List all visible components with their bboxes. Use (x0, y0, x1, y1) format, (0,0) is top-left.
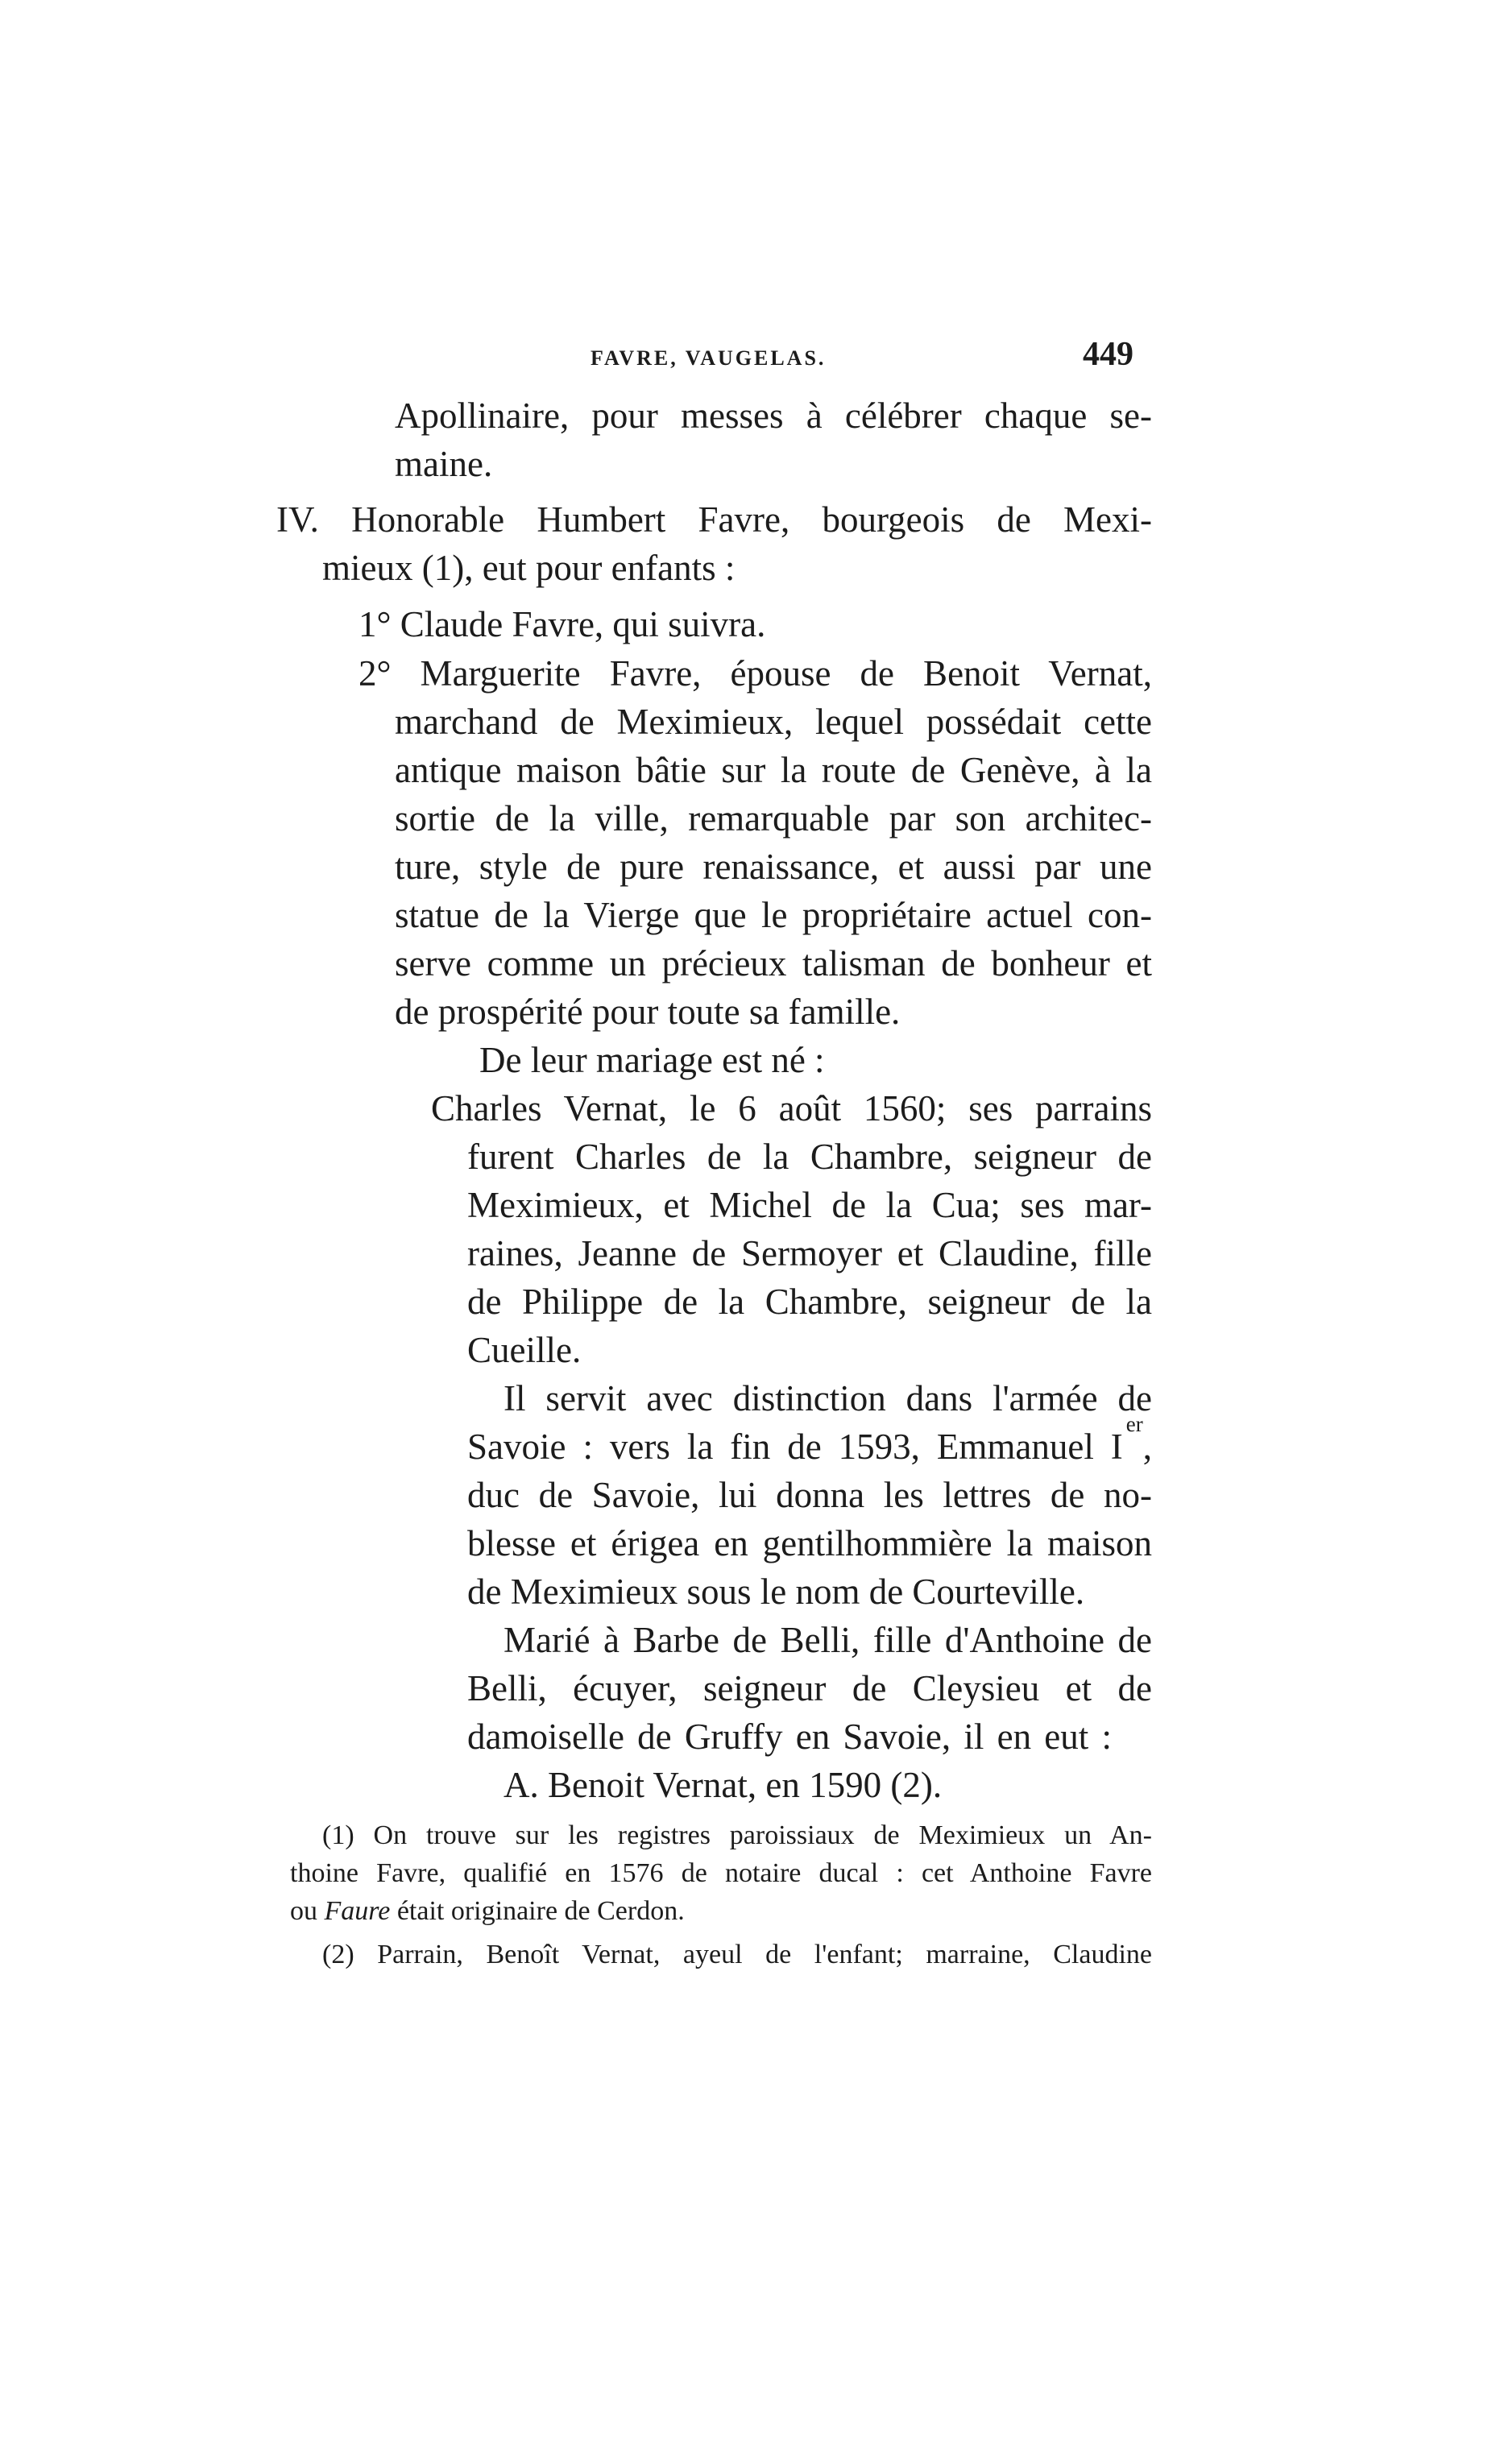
body-line: de Philippe de la Chambre, seigneur de la (467, 1282, 1152, 1322)
footnote-italic: Faure (324, 1896, 391, 1926)
body-line: raines, Jeanne de Sermoyer et Claudine, fille (467, 1233, 1152, 1273)
superscript: er (1125, 1412, 1143, 1436)
running-title: FAVRE, VAUGELAS. (591, 346, 827, 370)
footnote-line: thoine Favre, qualifié en 1576 de notaire ducal : cet Anthoine Favre (290, 1858, 1152, 1888)
body-line: 1° Claude Favre, qui suivra. (358, 604, 766, 644)
body-line: antique maison bâtie sur la route de Genève, à la (395, 750, 1152, 790)
footnote-text: ou (290, 1896, 317, 1926)
body-line: Il servit avec distinction dans l'armée de (504, 1378, 1152, 1418)
body-line: 2° Marguerite Favre, épouse de Benoit Vernat, (358, 653, 1152, 694)
body-line-text: Savoie : vers la fin de 1593, Emmanuel I (467, 1427, 1123, 1467)
body-line: serve comme un précieux talisman de bonheur et (395, 943, 1152, 984)
body-line: statue de la Vierge que le propriétaire actuel con- (395, 895, 1152, 935)
body-line-with-superscript (467, 1412, 1152, 1469)
body-line: de Meximieux sous le nom de Courteville. (467, 1572, 1085, 1612)
list-marker: A. (504, 1765, 539, 1805)
footnote-line: (1) On trouve sur les registres paroissiaux de Meximieux un An- (322, 1820, 1152, 1850)
body-line: duc de Savoie, lui donna les lettres de no- (467, 1475, 1152, 1515)
body-line-text: Benoit Vernat, en 1590 (2). (548, 1765, 943, 1805)
footnote-text: était originaire de Cerdon. (396, 1896, 685, 1926)
body-line: mieux (1), eut pour enfants : (322, 548, 736, 588)
body-line: sortie de la ville, remarquable par son architec- (395, 798, 1152, 839)
body-line: De leur mariage est né : (479, 1040, 825, 1080)
footnote-line: (2) Parrain, Benoît Vernat, ayeul de l'enfant; marraine, Claudine (322, 1940, 1152, 1969)
body-line: ture, style de pure renaissance, et aussi par une (395, 847, 1152, 887)
body-line: IV. Honorable Humbert Favre, bourgeois de Mexi- (276, 499, 1152, 540)
body-line: blesse et érigea en gentilhommière la maison (467, 1523, 1152, 1563)
body-line: Belli, écuyer, seigneur de Cleysieu et de (467, 1668, 1152, 1708)
body-line (504, 1762, 942, 1808)
footnote-line (290, 1894, 685, 1929)
body-line: de prospérité pour toute sa famille. (395, 992, 901, 1032)
page-number: 449 (1083, 336, 1133, 373)
body-line: Apollinaire, pour messes à célébrer chaque se- (395, 395, 1152, 436)
body-line: marchand de Meximieux, lequel possédait cette (395, 702, 1152, 742)
body-line: furent Charles de la Chambre, seigneur de (467, 1137, 1152, 1177)
body-line: Marié à Barbe de Belli, fille d'Anthoine de (504, 1620, 1152, 1660)
body-line: Charles Vernat, le 6 août 1560; ses parrains (431, 1088, 1152, 1128)
body-line: Cueille. (467, 1330, 582, 1370)
body-line: damoiselle de Gruffy en Savoie, il en eut : (467, 1717, 1112, 1757)
comma: , (1142, 1427, 1152, 1467)
body-line: maine. (395, 444, 493, 484)
body-line: Meximieux, et Michel de la Cua; ses mar- (467, 1185, 1152, 1225)
